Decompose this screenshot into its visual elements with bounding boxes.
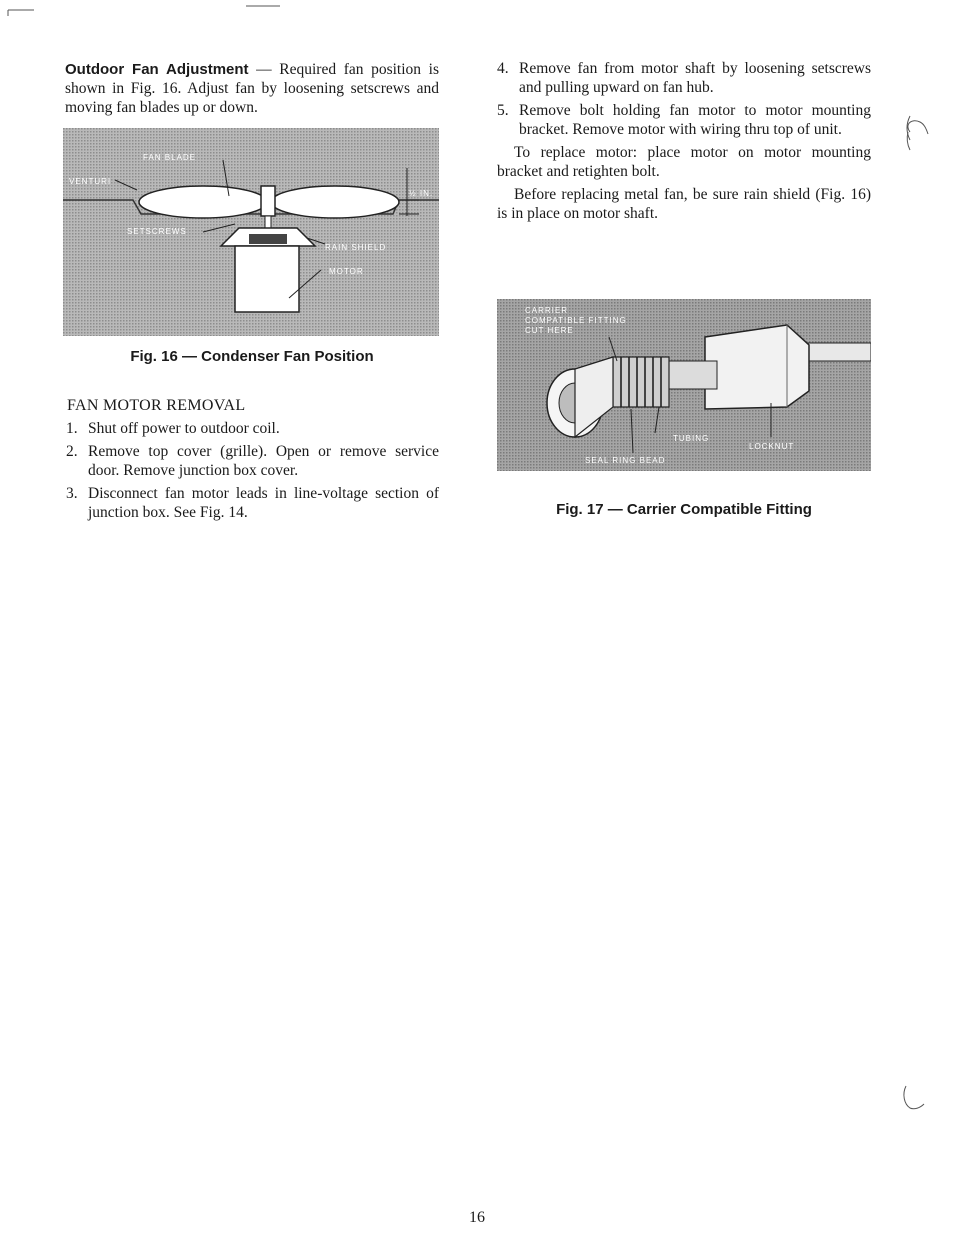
list-item bbox=[66, 419, 439, 438]
list-item-text: Remove top cover (grille). Open or remove service door. Remove junction box cover. bbox=[88, 443, 439, 479]
list-item bbox=[497, 59, 871, 97]
fig17-label-carrier: CARRIER bbox=[525, 306, 569, 315]
fig16-label-fan-blade: FAN BLADE bbox=[143, 153, 197, 162]
right-steps-list bbox=[497, 59, 871, 227]
section-heading: Outdoor Fan Adjustment bbox=[65, 61, 249, 78]
fig17-label-locknut: LOCKNUT bbox=[749, 442, 795, 451]
scan-marks-margin bbox=[896, 110, 936, 430]
scan-marks-bottom-right bbox=[898, 1080, 938, 1120]
fig17-label-compatible-fitting: COMPATIBLE FITTING bbox=[525, 316, 627, 325]
page-number: 16 bbox=[469, 1209, 485, 1226]
replace-fan-paragraph: Before replacing metal fan, be sure rain shield (Fig. 16) is in place on motor shaft. bbox=[497, 186, 871, 222]
fig16-label-dimension: ½ IN. bbox=[409, 189, 434, 198]
list-item bbox=[66, 442, 439, 480]
fig16-caption: Fig. 16 — Condenser Fan Position bbox=[130, 348, 374, 365]
scan-marks-top bbox=[0, 0, 954, 20]
section-intro-text: — Required fan position is shown in Fig. 16. Adjust fan by loosening setscrews and moving fan blades up or down. bbox=[65, 61, 439, 116]
fig17-illustration bbox=[497, 299, 871, 471]
fig16-label-venturi: VENTURI bbox=[69, 177, 112, 186]
list-item-text: Disconnect fan motor leads in line-voltage section of junction box. See Fig. 14. bbox=[88, 485, 439, 521]
list-item-number: 3. bbox=[66, 485, 78, 502]
replace-motor-paragraph: To replace motor: place motor on motor mounting bracket and retighten bolt. bbox=[497, 144, 871, 180]
list-item-text: Remove bolt holding fan motor to motor mounting bracket. Remove motor with wiring thru top of unit. bbox=[519, 102, 871, 138]
fig16-label-motor: MOTOR bbox=[329, 267, 364, 276]
fig17-label-seal-ring-bead: SEAL RING BEAD bbox=[585, 456, 666, 465]
removal-heading: FAN MOTOR REMOVAL bbox=[67, 397, 246, 414]
list-item-number: 4. bbox=[497, 60, 509, 77]
list-item bbox=[497, 101, 871, 139]
list-item-number: 2. bbox=[66, 443, 78, 460]
list-item bbox=[66, 484, 439, 522]
fig16-illustration bbox=[63, 128, 439, 336]
list-item-text: Shut off power to outdoor coil. bbox=[88, 420, 280, 437]
list-item-number: 1. bbox=[66, 420, 78, 437]
fig16-label-rain-shield: RAIN SHIELD bbox=[325, 243, 387, 252]
section-intro-paragraph bbox=[65, 60, 439, 117]
fig17-caption: Fig. 17 — Carrier Compatible Fitting bbox=[556, 501, 812, 518]
fig16-label-setscrews: SETSCREWS bbox=[127, 227, 187, 236]
removal-steps-list bbox=[66, 419, 439, 526]
list-item-text: Remove fan from motor shaft by loosening setscrews and pulling upward on fan hub. bbox=[519, 60, 871, 96]
list-item-number: 5. bbox=[497, 102, 509, 119]
fig17-label-cut-here: CUT HERE bbox=[525, 326, 574, 335]
fig17-label-tubing: TUBING bbox=[673, 434, 710, 443]
